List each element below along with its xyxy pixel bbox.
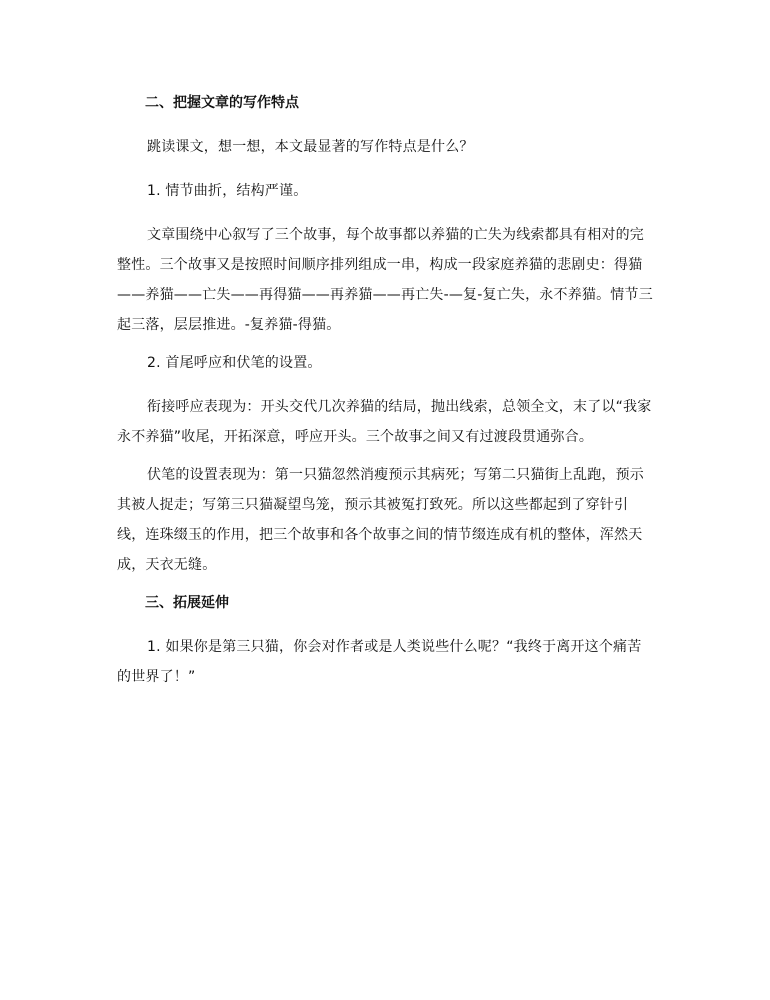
section-heading-writing-features: 二、把握文章的写作特点 [145, 95, 299, 111]
point-2-body-echo: 衔接呼应表现为：开头交代几次养猫的结局，抛出线索，总领全文，末了以“我家永不养猫”收尾，开拓深意，呼应开头。三个故事之间又有过渡段贯通弥合。 [117, 399, 652, 445]
point-2-body-foreshadowing: 伏笔的设置表现为：第一只猫忽然消瘦预示其病死；写第二只猫街上乱跑，预示其被人捉走；写第三只猫凝望鸟笼，预示其被冤打致死。所以这些都起到了穿针引线，连珠缀玉的作用，把三个故事和各个故事之间的情节缀连成有机的整体，浑然天成，天衣无缝。 [117, 467, 644, 573]
extension-item-1: 1. 如果你是第三只猫，你会对作者或是人类说些什么呢？“我终于离开这个痛苦的世界了！” [117, 639, 642, 685]
point-1-body: 文章围绕中心叙写了三个故事，每个故事都以养猫的亡失为线索都具有相对的完整性。三个故事又是按照时间顺序排列组成一串，构成一段家庭养猫的悲剧史：得猫——养猫——亡失——再得猫——再养猫——再亡失-—复-复亡失，永不养猫。情节三起三落，层层推进。-复养猫-得猫。 [117, 227, 653, 333]
point-1-title: 1. 情节曲折，结构严谨。 [147, 183, 308, 199]
document-page [117, 88, 655, 692]
section-heading-extension: 三、拓展延伸 [145, 595, 229, 611]
point-2-title: 2. 首尾呼应和伏笔的设置。 [147, 355, 322, 371]
question-paragraph: 跳读课文，想一想，本文最显著的写作特点是什么？ [147, 139, 474, 155]
